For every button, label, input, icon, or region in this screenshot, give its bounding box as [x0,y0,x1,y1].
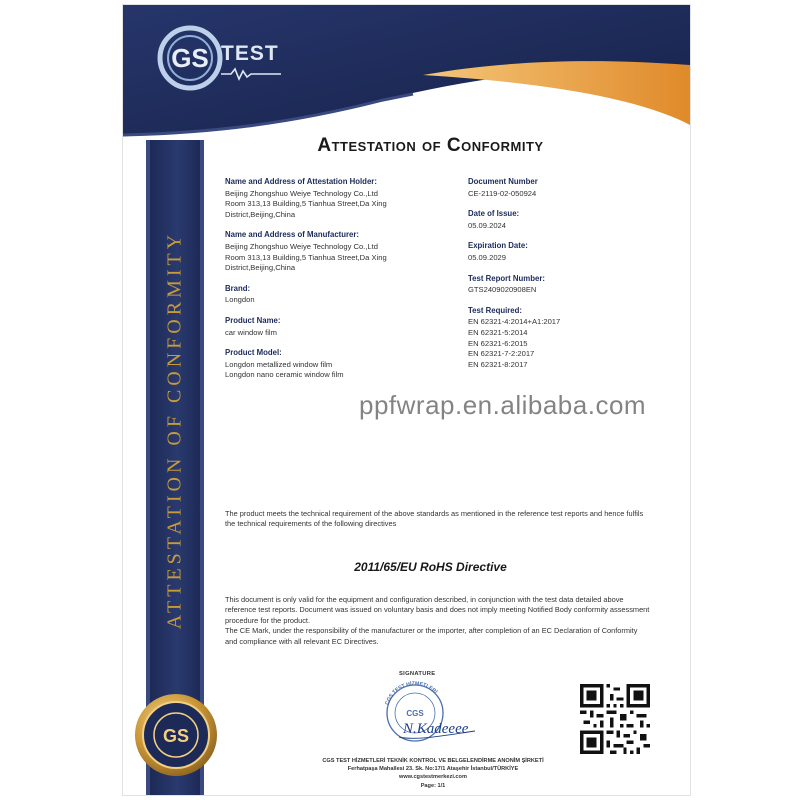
field-value: CE-2119-02-050924 [468,188,537,198]
svg-text:GS: GS [162,726,190,746]
field-date-of-issue [468,209,643,231]
field-label: Document Number [468,177,538,186]
disclaimer-paragraph: This document is only valid for the equipment and configuration described, in conjunction with the test data detailed above reference test reports. Document was issued on voluntary basis and does not imply meeting Notified Body conformity assessment procedure for the product. [225,595,650,625]
field-value: EN 62321-4:2014+A1:2017 [468,317,561,327]
field-value: 05.09.2029 [468,252,507,262]
field-test-report-number [468,274,643,296]
field-label: Date of Issue: [468,209,520,219]
field-label: Product Name: [225,315,281,325]
field-expiration-date [468,241,643,263]
field-label: Expiration Date: [468,241,528,251]
field-product-name [225,316,440,338]
field-label: Product Model: [225,348,282,358]
conformity-statement: The product meets the technical requirement of the above standards as mentioned in the reference test reports and hence fulfils the technical requirements of the following directives [225,509,644,529]
watermark-text: ppfwrap.en.alibaba.com [359,390,647,420]
field-value: EN 62321-8:2017 [468,359,528,369]
field-label: Test Report Number: [468,273,545,283]
signature-label: SIGNATURE [399,671,436,677]
field-document-number [468,177,643,199]
field-value: 05.09.2024 [468,220,507,230]
side-vertical-title: ATTESTATION OF CONFORMITY [163,230,186,630]
field-value: EN 62321-6:2015 [468,338,528,348]
field-test-required [468,306,643,371]
field-value: car window film [225,327,277,337]
svg-text:CGS: CGS [406,709,424,718]
gold-seal-icon [132,691,220,779]
directive-title: 2011/65/EU RoHS Directive [354,560,507,574]
page-title: Attestation of Conformity [317,135,544,156]
field-value: District,Beijing,China [225,263,296,273]
left-field-column [225,177,440,391]
field-label: Test Required: [468,305,523,315]
field-value: Beijing Zhongshuo Weiye Technology Co.,Ltd [225,188,378,198]
field-value: Beijing Zhongshuo Weiye Technology Co.,Ltd [225,241,378,251]
field-label: Name and Address of Attestation Holder: [225,177,377,186]
field-value: Longdon [225,295,255,305]
logo-brand-text: TEST [221,42,279,65]
field-value: District,Beijing,China [225,209,296,219]
field-label: Brand: [225,283,251,293]
right-field-column [468,177,643,380]
footer-company: CGS TEST HİZMETLERİ TEKNİK KONTROL VE BELGELENDİRME ANONİM ŞİRKETİ [322,758,544,764]
footer-website: www.cgstestmerkezi.com [399,774,467,781]
field-value: GTS2409020908EN [468,285,537,295]
field-brand [225,284,440,306]
certificate-page [123,5,690,795]
signature-stamp-icon [377,681,482,745]
disclaimer-paragraph: The CE Mark, under the responsibility of the manufacturer or the importer, after completion of an EC Declaration of Conformity and compliance with all relevant EC Directives. [225,626,638,646]
footer [273,757,593,790]
field-value: Longdon nano ceramic window film [225,370,344,380]
qr-code-icon[interactable] [580,684,650,754]
field-value: EN 62321-7-2:2017 [468,349,535,359]
heartbeat-line-icon [221,67,281,81]
field-value: Longdon metallized window film [225,359,333,369]
field-value: Room 313,13 Building,5 Tianhua Street,Da Xing [225,199,387,209]
field-manufacturer [225,230,440,273]
signature-text: N.Kadeeee [403,721,469,737]
field-value: EN 62321-5:2014 [468,327,528,337]
field-product-model [225,348,440,381]
svg-text:CGS TEST HİZMETLERİ: CGS TEST HİZMETLERİ [384,681,439,706]
field-attestation-holder [225,177,440,220]
disclaimer-text [225,595,650,647]
cgs-logo-icon [155,23,225,93]
footer-page: Page: 1/1 [420,782,446,789]
footer-address: Ferhatpaşa Mahallesi 23. Sk. No:17/1 Ataşehir İstanbul/TÜRKİYE [347,766,519,773]
field-label: Name and Address of Manufacturer: [225,230,360,240]
field-value: Room 313,13 Building,5 Tianhua Street,Da Xing [225,252,387,262]
logo-letters: GS [171,43,209,73]
